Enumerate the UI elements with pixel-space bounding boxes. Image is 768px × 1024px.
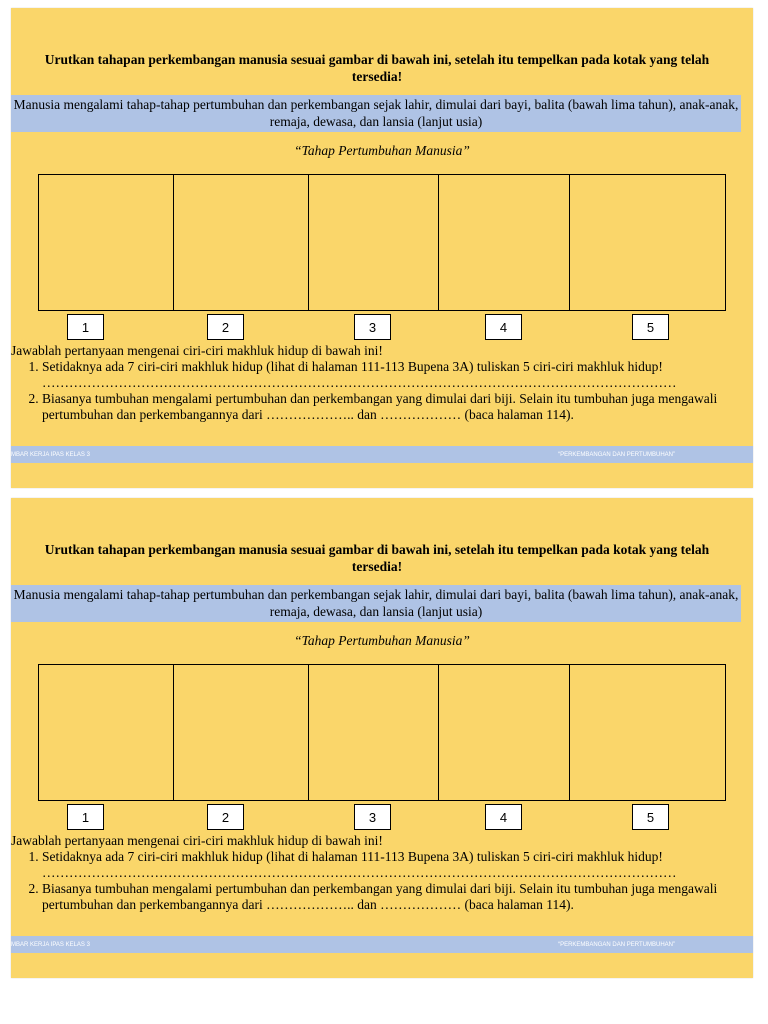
number-label-3: 3: [354, 314, 391, 340]
question-1: [42, 849, 733, 881]
intro-text: Manusia mengalami tahap-tahap pertumbuhan dan perkembangan sejak lahir, dimulai dari bayi, balita (bawah lima tahun), anak-anak, remaja, dewasa, dan lansia (lanjut usia): [11, 585, 741, 622]
question-2-text: Biasanya tumbuhan mengalami pertumbuhan dan perkembangan yang dimulai dari biji. Selain itu tumbuhan juga mengawali pertumbuhan dan perkembangannya dari ……………….. dan ……………… (baca halaman 114).: [42, 881, 718, 912]
question-2: [42, 881, 733, 913]
number-label-1: 1: [67, 804, 104, 830]
number-label-4: 4: [485, 804, 522, 830]
instruction-text: Urutkan tahapan perkembangan manusia sesuai gambar di bawah ini, setelah itu tempelkan pada kotak yang telah tersedia!: [44, 52, 710, 84]
answer-line-1[interactable]: ……………………………………………………………………………………………………………………………: [42, 375, 677, 390]
question-1: [42, 359, 733, 391]
number-label-1: 1: [67, 314, 104, 340]
picture-box-1[interactable]: [39, 665, 174, 800]
question-heading: Jawablah pertanyaan mengenai ciri-ciri makhluk hidup di bawah ini!: [11, 343, 383, 358]
picture-box-4[interactable]: [439, 175, 570, 310]
section-subtitle: “Tahap Pertumbuhan Manusia”: [294, 143, 470, 158]
question-list: [25, 849, 733, 913]
worksheet-1: [11, 8, 753, 488]
intro-text: Manusia mengalami tahap-tahap pertumbuhan dan perkembangan sejak lahir, dimulai dari bayi, balita (bawah lima tahun), anak-anak, remaja, dewasa, dan lansia (lanjut usia): [11, 95, 741, 132]
picture-box-1[interactable]: [39, 175, 174, 310]
number-label-3: 3: [354, 804, 391, 830]
picture-box-4[interactable]: [439, 665, 570, 800]
footer-right-text: “PERKEMBANGAN DAN PERTUMBUHAN”: [558, 941, 675, 948]
section-subtitle: “Tahap Pertumbuhan Manusia”: [294, 633, 470, 648]
number-label-4: 4: [485, 314, 522, 340]
question-list: [25, 359, 733, 423]
picture-boxes: [38, 664, 726, 801]
picture-boxes: [38, 174, 726, 311]
question-2: [42, 391, 733, 423]
number-label-2: 2: [207, 314, 244, 340]
question-1-text: Setidaknya ada 7 ciri-ciri makhluk hidup (lihat di halaman 111-113 Bupena 3A) tuliskan 5 ciri-ciri makhluk hidup!: [42, 359, 663, 374]
footer-bar: [11, 936, 753, 953]
footer-right-text: “PERKEMBANGAN DAN PERTUMBUHAN”: [558, 451, 675, 458]
picture-box-3[interactable]: [309, 175, 439, 310]
footer-left-text: MBAR KERJA IPAS KELAS 3: [11, 941, 90, 948]
question-2-text: Biasanya tumbuhan mengalami pertumbuhan dan perkembangan yang dimulai dari biji. Selain itu tumbuhan juga mengawali pertumbuhan dan perkembangannya dari ……………….. dan ……………… (baca halaman 114).: [42, 391, 718, 422]
question-heading: Jawablah pertanyaan mengenai ciri-ciri makhluk hidup di bawah ini!: [11, 833, 383, 848]
number-label-5: 5: [632, 804, 669, 830]
number-label-2: 2: [207, 804, 244, 830]
picture-box-5[interactable]: [570, 175, 725, 310]
number-label-5: 5: [632, 314, 669, 340]
picture-box-2[interactable]: [174, 175, 309, 310]
picture-box-5[interactable]: [570, 665, 725, 800]
picture-box-2[interactable]: [174, 665, 309, 800]
answer-line-1[interactable]: ……………………………………………………………………………………………………………………………: [42, 865, 677, 880]
worksheet-2: [11, 498, 753, 978]
picture-box-3[interactable]: [309, 665, 439, 800]
question-1-text: Setidaknya ada 7 ciri-ciri makhluk hidup (lihat di halaman 111-113 Bupena 3A) tuliskan 5 ciri-ciri makhluk hidup!: [42, 849, 663, 864]
footer-bar: [11, 446, 753, 463]
instruction-text: Urutkan tahapan perkembangan manusia sesuai gambar di bawah ini, setelah itu tempelkan pada kotak yang telah tersedia!: [44, 542, 710, 574]
footer-left-text: MBAR KERJA IPAS KELAS 3: [11, 451, 90, 458]
